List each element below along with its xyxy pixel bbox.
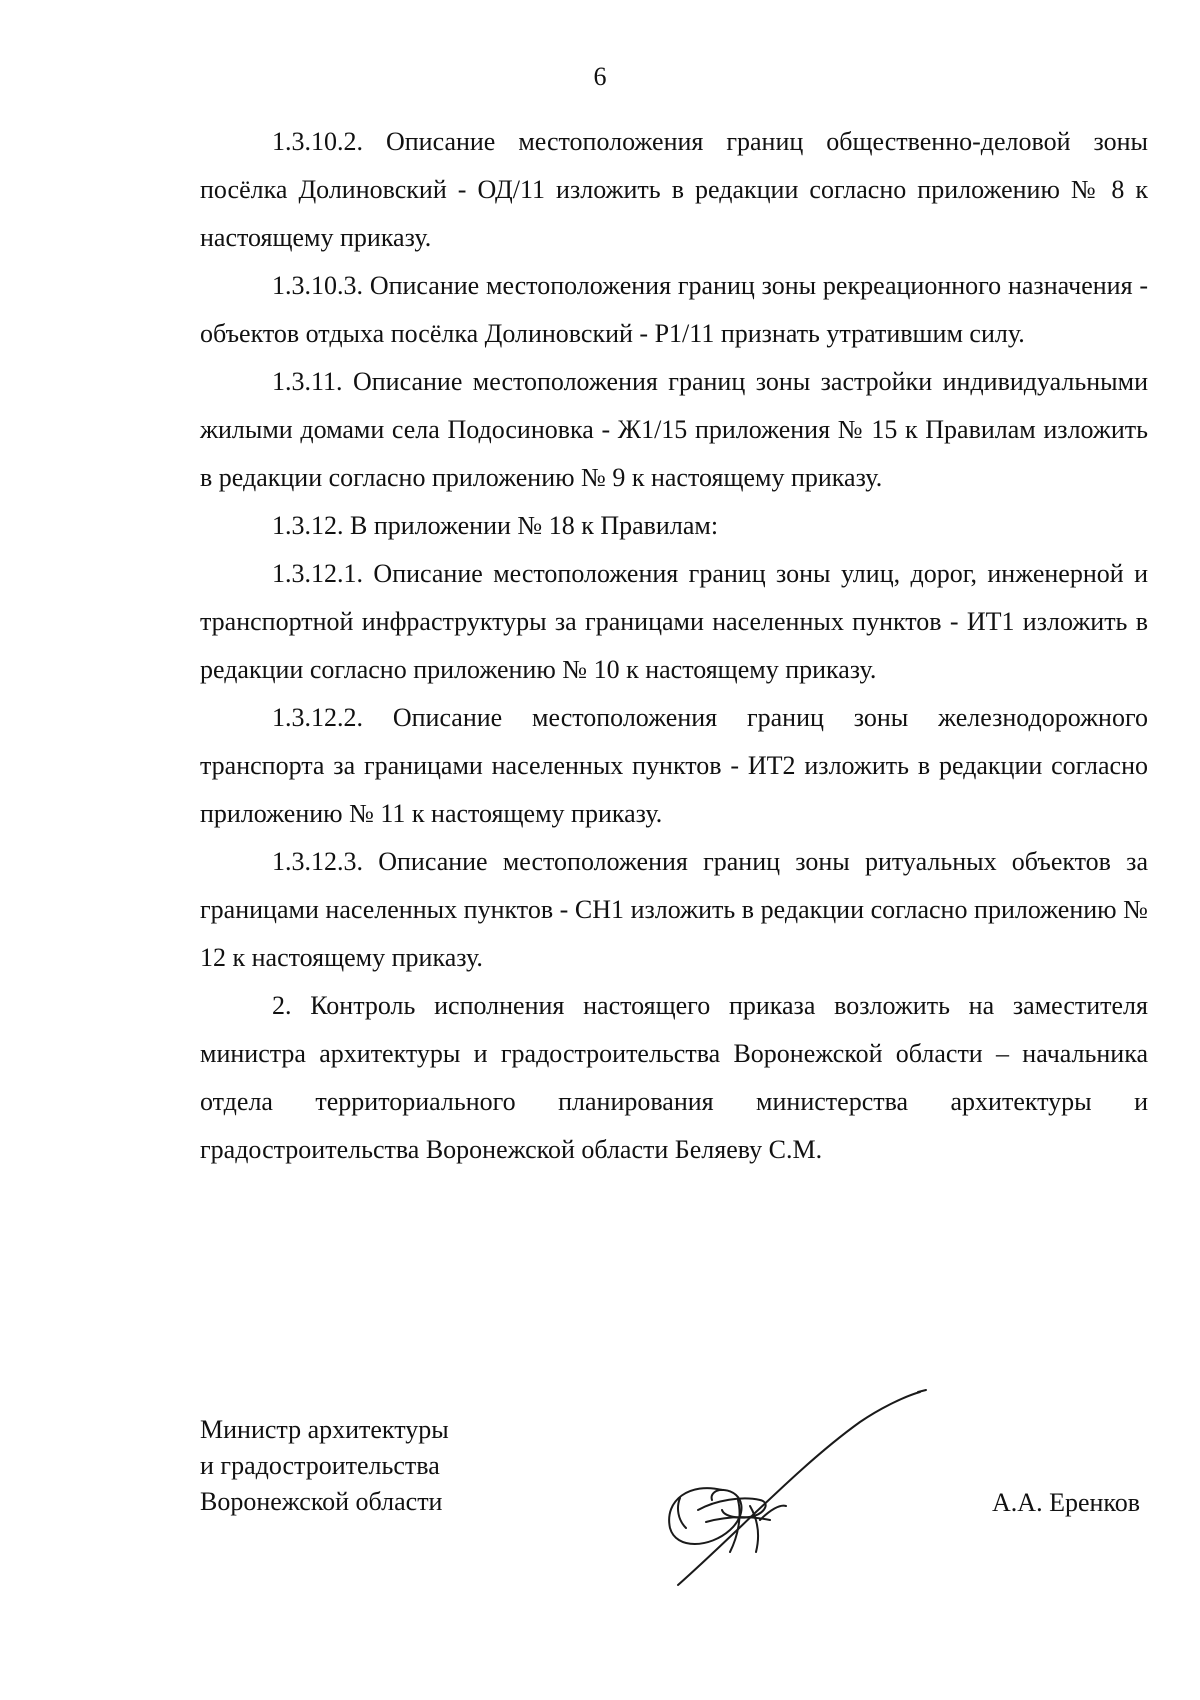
paragraph-1-3-12: 1.3.12. В приложении № 18 к Правилам: bbox=[272, 511, 719, 540]
paragraph-2-control: 2. Контроль исполнения настоящего приказа возложить на заместителя министра архитектуры и градостроительства Воронежской области – начальника отдела территориального планирования министерства архитектуры и градостроительства Воронежской области Беляеву С.М. bbox=[200, 991, 1148, 1164]
paragraph-1-3-12-1: 1.3.12.1. Описание местоположения границ зоны улиц, дорог, инженерной и транспортной инфраструктуры за границами населенных пунктов - ИТ1 изложить в редакции согласно приложению № 10 к настоящему приказу. bbox=[200, 559, 1148, 684]
signature-block bbox=[200, 1412, 1148, 1592]
signer-title-line: и градостроительства bbox=[200, 1451, 440, 1480]
paragraph-1-3-10-2: 1.3.10.2. Описание местоположения границ общественно-деловой зоны посёлка Долиновский - ОД/11 изложить в редакции согласно приложению № 8 к настоящему приказу. bbox=[200, 127, 1148, 252]
handwritten-signature bbox=[620, 1370, 940, 1600]
signer-title bbox=[200, 1412, 449, 1520]
paragraph-1-3-12-2: 1.3.12.2. Описание местоположения границ зоны железнодорожного транспорта за границами населенных пунктов - ИТ2 изложить в редакции согласно приложению № 11 к настоящему приказу. bbox=[200, 703, 1148, 828]
signer-title-line: Воронежской области bbox=[200, 1487, 443, 1516]
paragraph-1-3-10-3: 1.3.10.3. Описание местоположения границ зоны рекреационного назначения - объектов отдыха посёлка Долиновский - Р1/11 признать утратившим силу. bbox=[200, 271, 1148, 348]
paragraph-1-3-12-3: 1.3.12.3. Описание местоположения границ зоны ритуальных объектов за границами населенных пунктов - СН1 изложить в редакции согласно приложению № 12 к настоящему приказу. bbox=[200, 847, 1148, 972]
page-number: 6 bbox=[593, 62, 607, 91]
document-body bbox=[200, 118, 1148, 1174]
paragraph-1-3-11: 1.3.11. Описание местоположения границ зоны застройки индивидуальными жилыми домами села Подосиновка - Ж1/15 приложения № 15 к Правилам изложить в редакции согласно приложению № 9 к настоящему приказу. bbox=[200, 367, 1148, 492]
signer-name: А.А. Еренков bbox=[992, 1488, 1140, 1517]
signer-title-line: Министр архитектуры bbox=[200, 1415, 449, 1444]
